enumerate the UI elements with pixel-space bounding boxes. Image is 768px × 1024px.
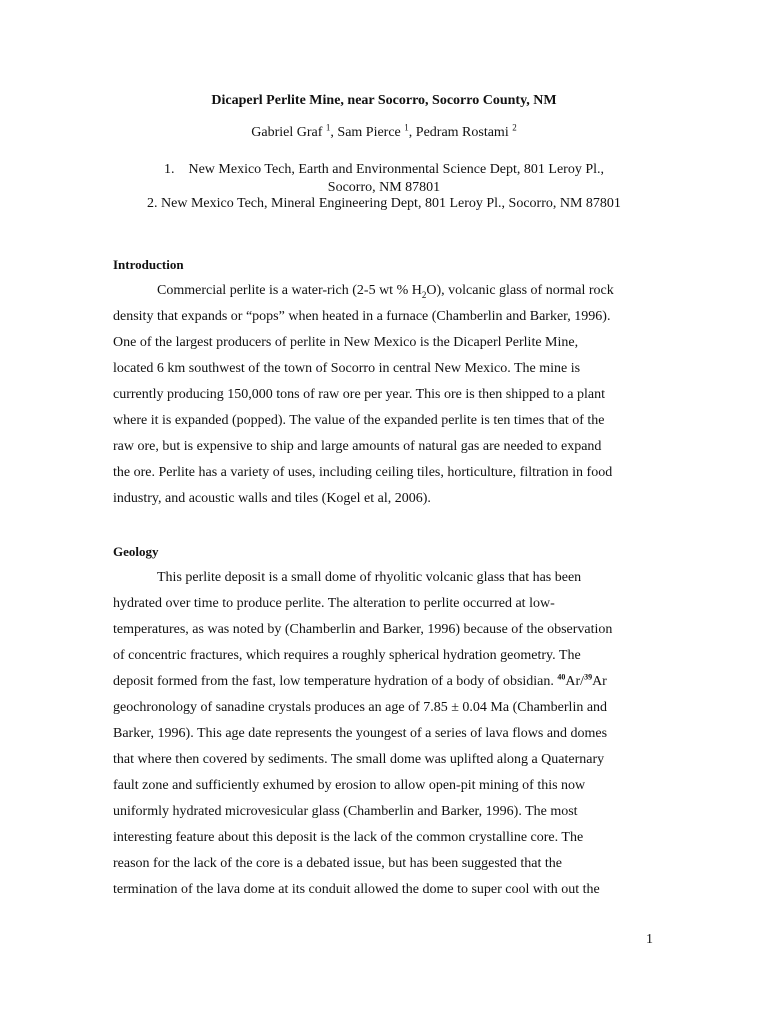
author-affiliation-mark: 1 bbox=[404, 122, 409, 133]
paragraph-line: termination of the lava dome at its conduit allowed the dome to super cool with out the bbox=[113, 882, 600, 897]
affiliation-1 bbox=[0, 161, 768, 197]
affiliation-2: 2. New Mexico Tech, Mineral Engineering Dept, 801 Leroy Pl., Socorro, NM 87801 bbox=[147, 196, 621, 211]
superscript: 40 bbox=[557, 672, 566, 682]
author-affiliation-mark: 1 bbox=[325, 122, 331, 133]
paragraph-line: where it is expanded (popped). The value of the expanded perlite is ten times that of the bbox=[113, 413, 605, 428]
author-name: Gabriel Graf bbox=[251, 125, 323, 140]
subscript: 2 bbox=[421, 289, 427, 300]
affiliation-1-line1 bbox=[0, 161, 768, 179]
affiliation-1-line2: Socorro, NM 87801 bbox=[327, 180, 441, 195]
paragraph-line: Commercial perlite is a water-rich (2-5 wt % $H_2O$), volcanic glass of normal rock bbox=[157, 283, 614, 300]
author-list: Gabriel Graf $^1$, Sam Pierce $^1$, Pedram Rostami $^2$ bbox=[251, 122, 517, 140]
introduction-paragraph bbox=[113, 278, 653, 512]
paragraph-line: located 6 km southwest of the town of Socorro in central New Mexico. The mine is bbox=[113, 361, 581, 376]
affiliation-1-text: New Mexico Tech, Earth and Environmental Science Dept, 801 Leroy Pl., bbox=[188, 162, 605, 177]
superscript: 39 bbox=[584, 672, 593, 682]
paragraph-line: industry, and acoustic walls and tiles (Kogel et al, 2006). bbox=[113, 491, 431, 506]
geology-heading: Geology bbox=[113, 544, 159, 559]
affiliation-1-number: 1. bbox=[163, 162, 175, 177]
paragraph-line: raw ore, but is expensive to ship and large amounts of natural gas are needed to expand bbox=[113, 439, 602, 454]
paragraph-line: geochronology of sanadine crystals produces an age of 7.85 ± 0.04 Ma (Chamberlin and bbox=[113, 700, 608, 715]
paragraph-line: reason for the lack of the core is a debated issue, but has been suggested that the bbox=[113, 856, 563, 871]
paragraph-line: One of the largest producers of perlite in New Mexico is the Dicaperl Perlite Mine, bbox=[113, 335, 579, 350]
geology-paragraph bbox=[113, 565, 653, 903]
paragraph-line: density that expands or “pops” when heated in a furnace (Chamberlin and Barker, 1996). bbox=[113, 309, 611, 324]
page-number: 1 bbox=[646, 932, 653, 947]
paragraph-line: Barker, 1996). This age date represents the youngest of a series of lava flows and domes bbox=[113, 726, 608, 741]
paragraph-line: hydrated over time to produce perlite. The alteration to perlite occurred at low- bbox=[113, 596, 555, 611]
author-name: Sam Pierce bbox=[337, 125, 401, 140]
paragraph-line: of concentric fractures, which requires a roughly spherical hydration geometry. The bbox=[113, 648, 581, 663]
author-name: Pedram Rostami bbox=[415, 125, 509, 140]
paragraph-line: This perlite deposit is a small dome of rhyolitic volcanic glass that has been bbox=[157, 570, 582, 585]
paragraph-line: uniformly hydrated microvesicular glass (Chamberlin and Barker, 1996). The most bbox=[113, 804, 578, 819]
introduction-heading: Introduction bbox=[113, 257, 184, 272]
author-affiliation-mark: 2 bbox=[512, 122, 517, 133]
paragraph-line: that where then covered by sediments. The small dome was uplifted along a Quaternary bbox=[113, 752, 605, 767]
document-title: Dicaperl Perlite Mine, near Socorro, Socorro County, NM bbox=[211, 93, 557, 108]
paragraph-line: fault zone and sufficiently exhumed by erosion to allow open-pit mining of this now bbox=[113, 778, 586, 793]
paragraph-line: currently producing 150,000 tons of raw ore per year. This ore is then shipped to a plant bbox=[113, 387, 605, 402]
paragraph-line: the ore. Perlite has a variety of uses, including ceiling tiles, horticulture, filtration in food bbox=[113, 465, 613, 480]
paragraph-line: deposit formed from the fast, low temperature hydration of a body of obsidian. $^{40}$Ar/$^{39}$Ar bbox=[113, 672, 607, 689]
paragraph-line: temperatures, as was noted by (Chamberlin and Barker, 1996) because of the observation bbox=[113, 622, 613, 637]
paragraph-line: interesting feature about this deposit is the lack of the common crystalline core. The bbox=[113, 830, 584, 845]
